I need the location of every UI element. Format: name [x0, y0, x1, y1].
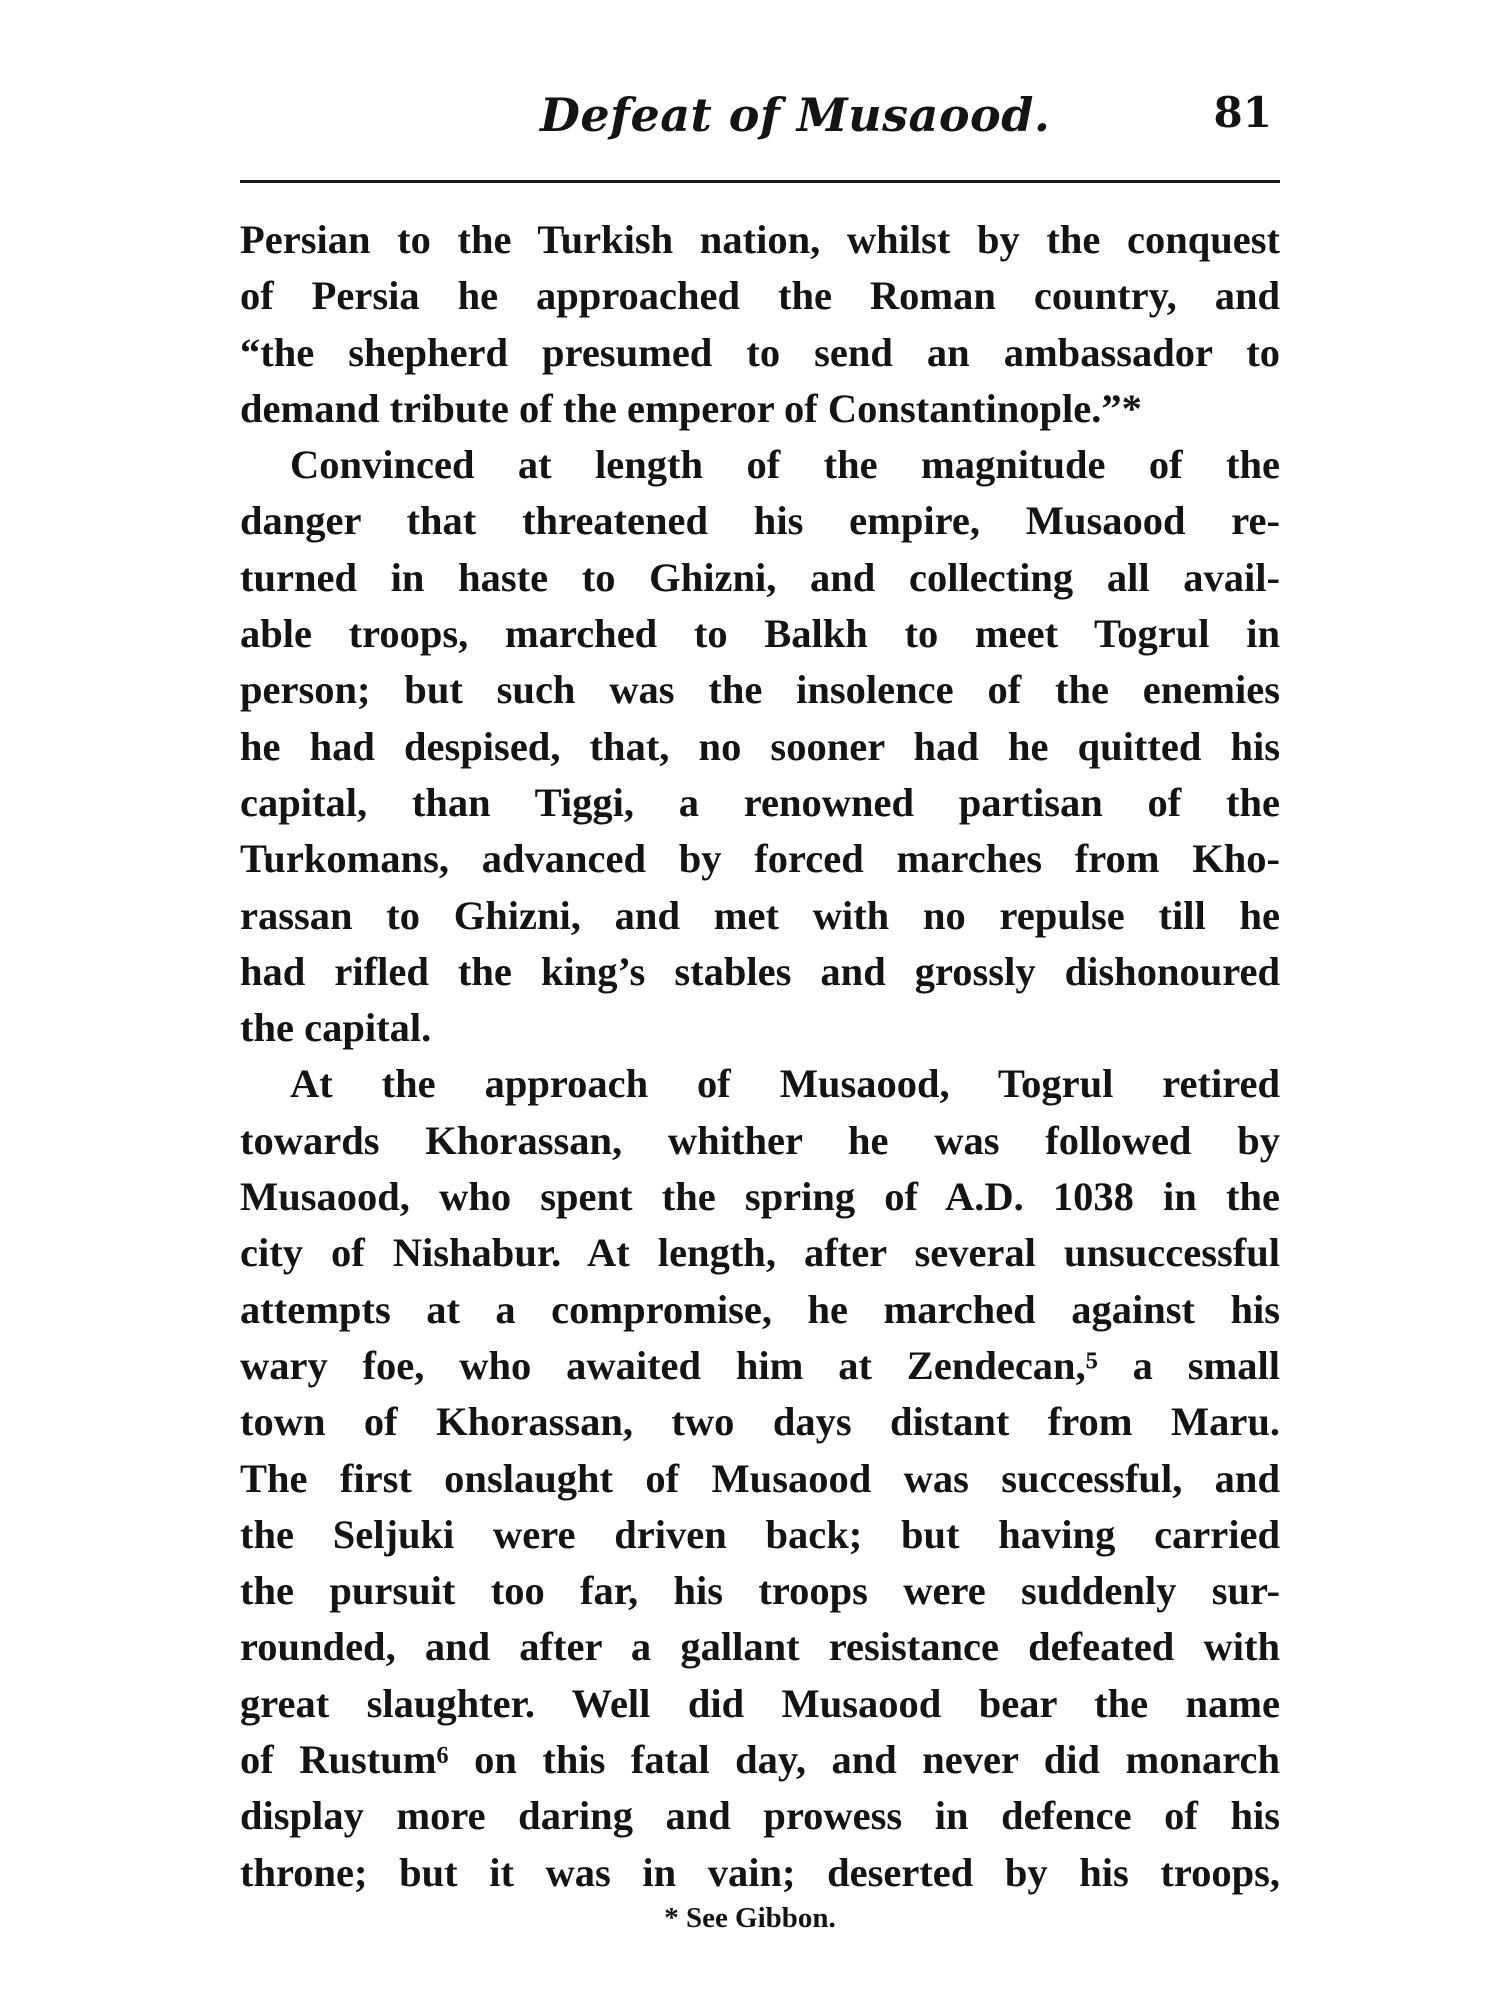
text-line: Turkomans, advanced by forced marches from Kho-: [240, 836, 1280, 882]
page-number: 81: [1213, 88, 1272, 137]
text-line: danger that threatened his empire, Musaood re-: [240, 498, 1280, 544]
text-line: the Seljuki were driven back; but having carried: [240, 1511, 1280, 1557]
text-line: Persian to the Turkish nation, whilst by the conquest: [240, 217, 1280, 262]
text-line: had rifled the king’s stables and grossly dishonoured: [240, 948, 1280, 994]
text-line: rounded, and after a gallant resistance defeated with: [240, 1624, 1280, 1670]
text-line: city of Nishabur. At length, after several unsuccessful: [240, 1230, 1280, 1276]
text-line: the capital.: [240, 1005, 432, 1051]
text-line: towards Khorassan, whither he was followed by: [240, 1117, 1280, 1163]
text-line: able troops, marched to Balkh to meet Togrul in: [240, 611, 1280, 657]
text-line: The first onslaught of Musaood was successful, and: [240, 1455, 1280, 1501]
text-line: Musaood, who spent the spring of A.D. 1038 in the: [240, 1174, 1280, 1220]
text-line: town of Khorassan, two days distant from Maru.: [240, 1399, 1280, 1445]
page-header: [240, 88, 1280, 168]
text-line: person; but such was the insolence of the enemies: [240, 667, 1280, 713]
paragraph-3: [240, 1056, 1280, 1900]
text-line: capital, than Tiggi, a renowned partisan of the: [240, 779, 1280, 825]
text-line: the pursuit too far, his troops were suddenly sur-: [240, 1568, 1280, 1614]
text-line: wary foe, who awaited him at Zendecan,⁵ a small: [240, 1342, 1280, 1388]
text-line: display more daring and prowess in defence of his: [240, 1793, 1280, 1839]
paragraph-1: [240, 212, 1280, 437]
footnote: * See Gibbon.: [664, 1902, 836, 1934]
text-line: of Persia he approached the Roman country, and: [240, 273, 1280, 319]
text-line: “the shepherd presumed to send an ambassador to: [240, 329, 1280, 375]
running-title: Defeat of Musaood.: [540, 88, 1051, 142]
text-line: At the approach of Musaood, Togrul retired: [290, 1061, 1280, 1107]
text-line: he had despised, that, no sooner had he quitted his: [240, 723, 1280, 769]
text-line: throne; but it was in vain; deserted by his troops,: [240, 1849, 1280, 1895]
text-line: Convinced at length of the magnitude of the: [290, 442, 1280, 488]
header-rule: [240, 180, 1280, 183]
text-line: of Rustum⁶ on this fatal day, and never did monarch: [240, 1737, 1280, 1783]
text-line: turned in haste to Ghizni, and collecting all avail-: [240, 554, 1280, 600]
paragraph-2: [240, 437, 1280, 1056]
text-line: rassan to Ghizni, and met with no repulse till he: [240, 892, 1280, 938]
text-line: attempts at a compromise, he marched against his: [240, 1286, 1280, 1332]
text-line: great slaughter. Well did Musaood bear the name: [240, 1680, 1280, 1726]
body-text: [240, 212, 1280, 1901]
text-line: demand tribute of the emperor of Constantinople.”*: [240, 385, 1142, 431]
